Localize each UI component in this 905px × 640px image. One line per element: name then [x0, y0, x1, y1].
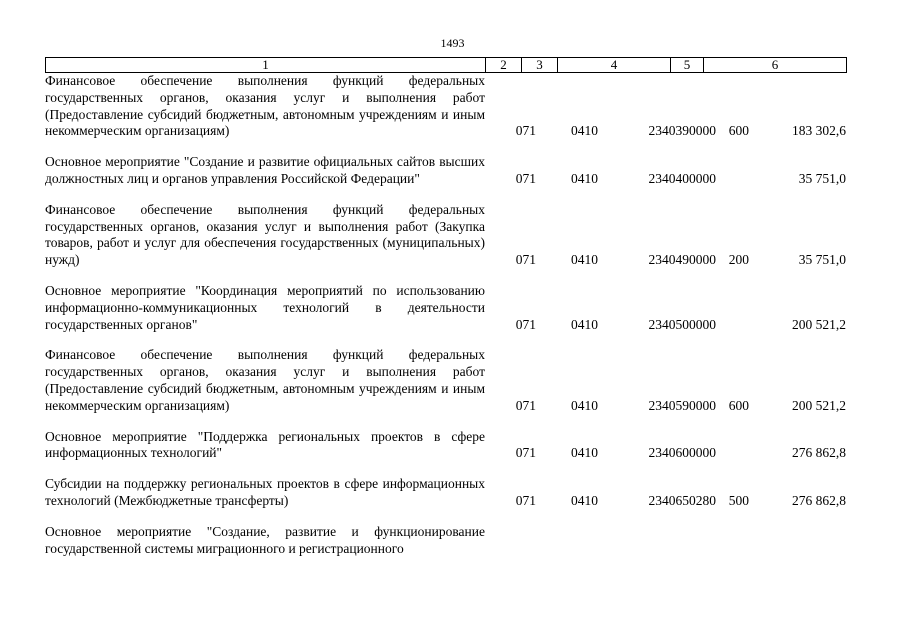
amount: 35 751,0 [798, 252, 846, 268]
target-article-code: 2340390000 [648, 123, 716, 139]
table-row [45, 283, 846, 333]
ministry-code: 071 [515, 316, 536, 332]
column-header-row [46, 58, 847, 73]
header-col-5: 5 [671, 58, 704, 73]
table-row [45, 154, 846, 188]
item-name: Основное мероприятие "Создание и развитие официальных сайтов высших должностных лиц и органов управления Российской Федерации" [45, 154, 485, 186]
table-row [45, 347, 846, 414]
table-row [45, 524, 846, 558]
budget-table-body [45, 73, 846, 557]
header-col-1: 1 [46, 58, 486, 73]
ministry-code: 071 [515, 252, 536, 268]
target-article-code: 2340590000 [648, 397, 716, 413]
header-col-4: 4 [558, 58, 671, 73]
amount: 276 862,8 [792, 492, 846, 508]
section-code: 0410 [571, 397, 598, 413]
target-article-code: 2340500000 [648, 316, 716, 332]
header-col-2: 2 [486, 58, 522, 73]
ministry-code: 071 [515, 170, 536, 186]
expense-type-code: 500 [728, 492, 749, 508]
ministry-code: 071 [515, 123, 536, 139]
section-code: 0410 [571, 252, 598, 268]
section-code: 0410 [571, 316, 598, 332]
table-row [45, 202, 846, 269]
header-col-6: 6 [704, 58, 847, 73]
target-article-code: 2340400000 [648, 170, 716, 186]
ministry-code: 071 [515, 445, 536, 461]
ministry-code: 071 [515, 492, 536, 508]
item-name: Основное мероприятие "Создание, развитие и функционирование государственной системы миграционного и регистрационного [45, 523, 485, 556]
table-row [45, 429, 846, 463]
table-row [45, 476, 846, 510]
expense-type-code: 600 [728, 397, 749, 413]
amount: 183 302,6 [792, 123, 846, 139]
column-header-table [45, 57, 847, 73]
amount: 200 521,2 [792, 316, 846, 332]
section-code: 0410 [571, 123, 598, 139]
expense-type-code: 600 [728, 123, 749, 139]
section-code: 0410 [571, 445, 598, 461]
section-code: 0410 [571, 492, 598, 508]
item-name: Основное мероприятие "Координация мероприятий по использованию информационно-коммуникационных технологий в деятельности государственных органов" [45, 282, 485, 332]
item-name: Финансовое обеспечение выполнения функций федеральных государственных органов, оказания услуг и выполнения работ (Закупка товаров, работ и услуг для обеспечения государственных (муниципальных) нужд) [45, 201, 485, 268]
amount: 200 521,2 [792, 397, 846, 413]
amount: 276 862,8 [792, 445, 846, 461]
header-col-3: 3 [522, 58, 558, 73]
target-article-code: 2340490000 [648, 252, 716, 268]
target-article-code: 2340650280 [648, 492, 716, 508]
page-number: 1493 [440, 36, 465, 50]
table-row [45, 73, 846, 140]
section-code: 0410 [571, 170, 598, 186]
item-name: Финансовое обеспечение выполнения функций федеральных государственных органов, оказания услуг и выполнения работ (Предоставление субсидий бюджетным, автономным учреждениям и иным некоммерческим организациям) [45, 347, 485, 413]
item-name: Финансовое обеспечение выполнения функций федеральных государственных органов, оказания услуг и выполнения работ (Предоставление субсидий бюджетным, автономным учреждениям и иным некоммерческим организациям) [45, 73, 485, 139]
amount: 35 751,0 [798, 170, 846, 186]
target-article-code: 2340600000 [648, 445, 716, 461]
item-name: Субсидии на поддержку региональных проектов в сфере информационных технологий (Межбюджетные трансферты) [45, 476, 485, 508]
item-name: Основное мероприятие "Поддержка региональных проектов в сфере информационных технологий" [45, 428, 485, 461]
expense-type-code: 200 [728, 252, 749, 268]
ministry-code: 071 [515, 397, 536, 413]
